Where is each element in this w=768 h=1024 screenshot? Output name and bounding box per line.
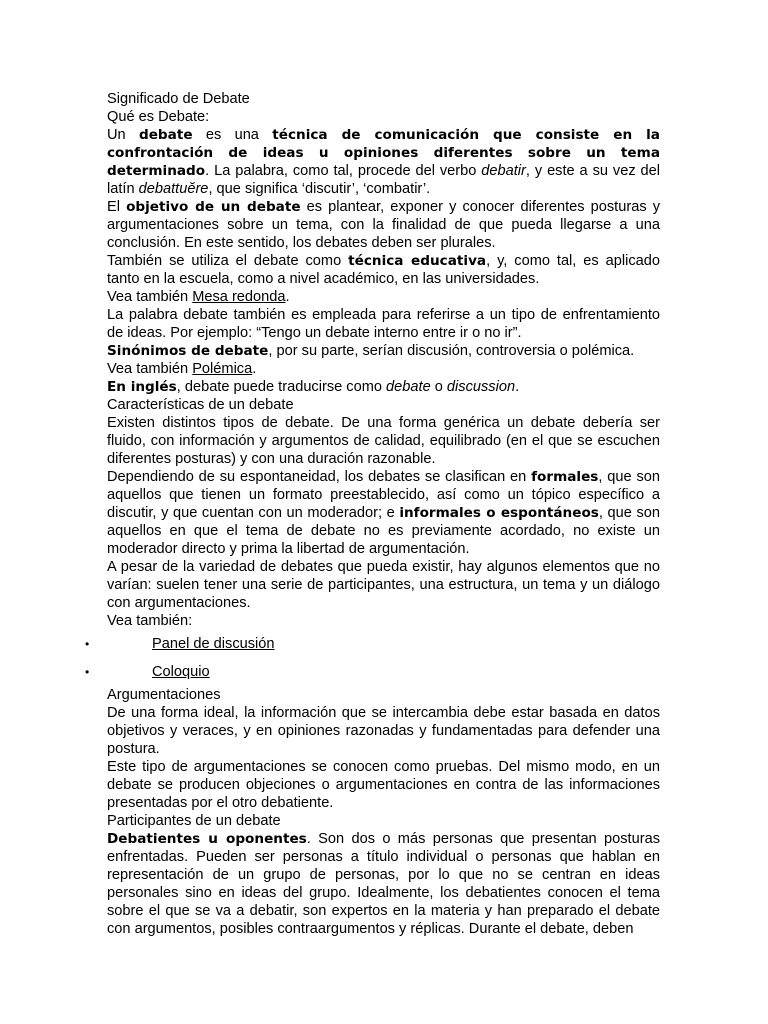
paragraph: De una forma ideal, la información que se intercambia debe estar basada en datos objetivos y veraces, y en opiniones razonadas y fundamentadas para defender una postura.: [107, 705, 660, 757]
bullet-icon: •: [85, 665, 90, 679]
paragraph: Sinónimos de debate, por su parte, serían discusión, controversia o polémica.: [107, 343, 635, 359]
paragraph: Un debate es una técnica de comunicación que consiste en la confrontación de ideas u opiniones diferentes sobre un tema determinado. La palabra, como tal, procede del verbo debatir, y este a su vez del latín debattuĕre, que significa ‘discutir’, ‘combatir’.: [107, 127, 660, 197]
link-coloquio[interactable]: Coloquio: [152, 664, 210, 680]
link-mesa-redonda[interactable]: Mesa redonda: [192, 289, 286, 305]
bullet-icon: •: [85, 637, 90, 651]
list-item: [85, 658, 660, 686]
paragraph: Este tipo de argumentaciones se conocen como pruebas. Del mismo modo, en un debate se producen objeciones o argumentaciones en contra de las informaciones presentadas por el otro debatiente.: [107, 759, 660, 811]
paragraph: En inglés, debate puede traducirse como debate o discussion.: [107, 379, 520, 395]
paragraph: Existen distintos tipos de debate. De una forma genérica un debate debería ser fluido, con información y argumentos de calidad, equilibrado (en el que se escuchen diferentes posturas) y con una duración razonable.: [107, 415, 660, 467]
section-heading: Argumentaciones: [107, 687, 221, 703]
section-heading: Características de un debate: [107, 397, 294, 413]
document-body: [85, 90, 661, 938]
paragraph: El objetivo de un debate es plantear, exponer y conocer diferentes posturas y argumentaciones sobre un tema, con la finalidad de que pueda llegarse a una conclusión. En este sentido, los debates deben ser plurales.: [107, 199, 661, 251]
paragraph: La palabra debate también es empleada para referirse a un tipo de enfrentamiento de ideas. Por ejemplo: “Tengo un debate interno entre ir o no ir”.: [107, 307, 660, 341]
see-also-list: [85, 630, 660, 686]
see-also: Vea también Polémica.: [107, 361, 257, 377]
section-heading: Participantes de un debate: [107, 813, 281, 829]
see-also: Vea también Mesa redonda.: [107, 289, 290, 305]
link-polemica[interactable]: Polémica: [192, 361, 253, 377]
see-also: Vea también:: [107, 613, 193, 629]
paragraph: Debatientes u oponentes. Son dos o más personas que presentan posturas enfrentadas. Pueden ser personas a título individual o personas que hablan en representación de un grupo de personas, por lo que no se centran en ideas personales sino en ideas del grupo. Idealmente, los debatientes conocen el tema sobre el que se va a debatir, son expertos en la materia y han preparado el debate con argumentos, posibles contraargumentos y réplicas. Durante el debate, deben: [107, 831, 660, 937]
paragraph: Dependiendo de su espontaneidad, los debates se clasifican en formales, que son aquellos que tienen un formato preestablecido, así como un tópico específico a discutir, y que cuentan con un moderador; e informales o espontáneos, que son aquellos en que el tema de debate no es previamente acordado, no existe un moderador directo y prima la libertad de argumentación.: [107, 469, 660, 557]
link-panel-de-discusion[interactable]: Panel de discusión: [152, 636, 275, 652]
paragraph: A pesar de la variedad de debates que pueda existir, hay algunos elementos que no varían: suelen tener una serie de participantes, una estructura, un tema y un diálogo con argumentaciones.: [107, 559, 660, 611]
document-title: Significado de Debate: [107, 91, 250, 107]
list-item: [85, 630, 660, 658]
paragraph: También se utiliza el debate como técnica educativa, y, como tal, es aplicado tanto en la escuela, como a nivel académico, en las universidades.: [107, 253, 660, 287]
section-heading: Qué es Debate:: [107, 109, 210, 125]
